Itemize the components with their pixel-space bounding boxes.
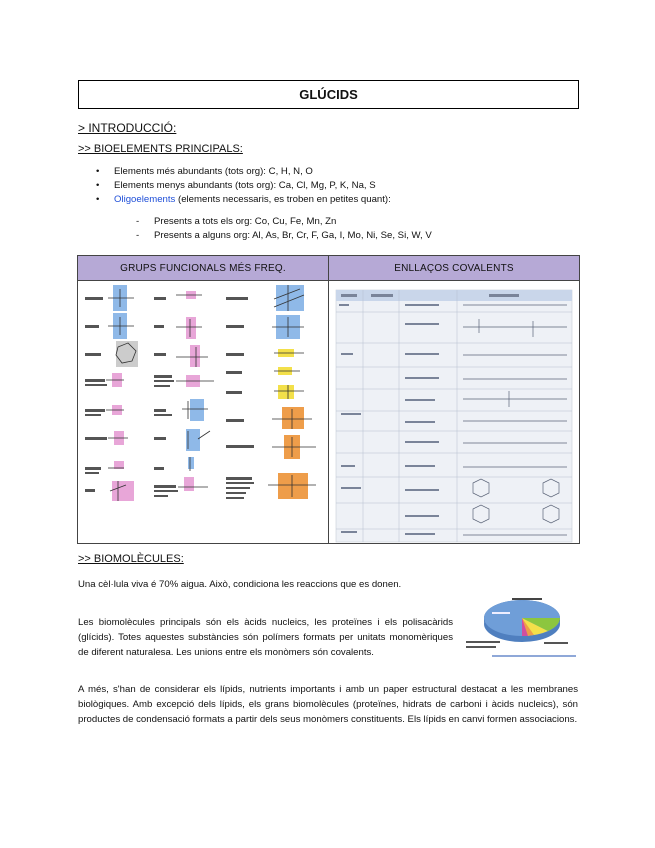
table-header-functional-groups: GRUPS FUNCIONALS MÉS FREQ. bbox=[78, 256, 329, 280]
paragraph: Les biomolècules principals són els àcids nucleics, les proteïnes i els polisacàrids (glícids). Totes aquestes substàncies són polímers formats per unitats monomèriques de diferent naturalesa. Les unions entre els monòmers són covalents. bbox=[78, 617, 453, 658]
chemistry-table bbox=[77, 255, 580, 544]
list-item: • Elements més abundants (tots org): C, H, N, O bbox=[78, 165, 578, 179]
list-item: • Oligoelements (elements necessaris, es troben en petites quant): bbox=[78, 193, 578, 207]
cell-composition-figure bbox=[462, 584, 580, 660]
list-item: • Elements menys abundants (tots org): Ca, Cl, Mg, P, K, Na, S bbox=[78, 179, 578, 193]
covalent-bonds-figure bbox=[329, 281, 579, 543]
bond-table-image bbox=[329, 281, 579, 543]
chemistry-structures-image bbox=[78, 281, 328, 543]
table-header-covalent-bonds: ENLLAÇOS COVALENTS bbox=[394, 262, 514, 274]
paragraph: A més, s'han de considerar els lípids, nutrients importants i amb un paper estructural destacat a les membranes biològiques. Amb excepció dels lípids, els grans biomolècules (proteïnes, hidrats de carboni i àcids nucleics), són productes de condensació formats a partir dels seus monòmers constituents. Els lípids en canvi formen associacions. bbox=[78, 684, 578, 725]
pie-chart-image bbox=[462, 584, 580, 660]
list-item: - Presents a alguns org: Al, As, Br, Cr, F, Ga, I, Mo, Ni, Se, Si, W, V bbox=[78, 229, 578, 243]
oligoelements-sublist bbox=[78, 215, 578, 243]
section-heading-intro: > INTRODUCCIÓ: bbox=[78, 121, 177, 135]
table-header-row bbox=[78, 256, 579, 281]
paragraph: Una cèl·lula viva é 70% aigua. Això, condiciona les reaccions que es donen. bbox=[78, 579, 402, 590]
functional-groups-figure bbox=[78, 281, 329, 543]
section-heading-bioelements: >> BIOELEMENTS PRINCIPALS: bbox=[78, 143, 243, 155]
page-title: GLÚCIDS bbox=[78, 80, 579, 109]
section-heading-biomolecules: >> BIOMOLÈCULES: bbox=[78, 553, 184, 565]
bioelements-list bbox=[78, 165, 578, 207]
list-item: - Presents a tots els org: Co, Cu, Fe, Mn, Zn bbox=[78, 215, 578, 229]
oligoelements-term: Oligoelements bbox=[114, 194, 176, 205]
